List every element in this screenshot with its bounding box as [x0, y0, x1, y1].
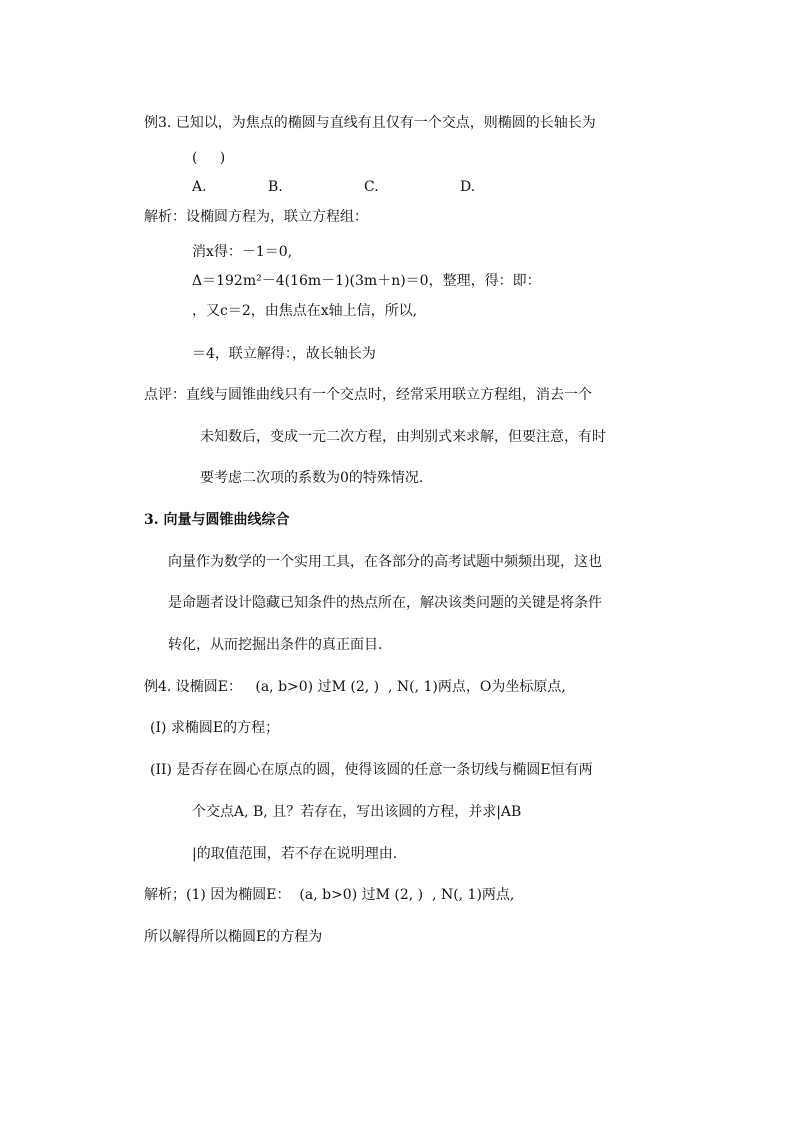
example3-option-d: D. — [460, 179, 476, 195]
example4-analysis-line2: 所以解得所以椭圆E的方程为 — [144, 929, 323, 945]
example4-part2-line2: 个交点A, B, 且？若存在，写出该圆的方程，并求|AB — [192, 804, 522, 820]
example3-blank: ( ) — [192, 150, 226, 166]
example3-analysis-line3: ，又c＝2，由焦点在x轴上信，所以, — [192, 303, 418, 319]
example3-option-b: B. — [268, 179, 283, 195]
example3-analysis-line2: Δ＝192m²－4(16m－1)(3m＋n)＝0，整理，得：即： — [192, 273, 541, 289]
section-heading: 3. 向量与圆锥曲线综合 — [144, 512, 290, 528]
example3-comment-line3: 要考虑二次项的系数为0的特殊情况. — [200, 470, 424, 486]
example3-option-a: A. — [192, 179, 207, 195]
example4-part2-line3: |的取值范围，若不存在说明理由. — [192, 846, 398, 862]
section-paragraph-line3: 转化，从而挖掘出条件的真正面目. — [168, 637, 383, 653]
section-paragraph-line1: 向量作为数学的一个实用工具，在各部分的高考试题中频频出现，这也 — [168, 554, 602, 570]
example4-question: 例4. 设椭圆E： (a, b>0) 过M (2, ) , N(, 1)两点，O为坐标原点, — [144, 679, 566, 695]
example3-analysis-line4: ＝4，联立解得：，故长轴长为 — [192, 346, 376, 362]
example3-analysis-lead: 解析：设椭圆方程为，联立方程组： — [144, 209, 368, 225]
example3-question: 例3. 已知以，为焦点的椭圆与直线有且仅有一个交点，则椭圆的长轴长为 — [144, 115, 596, 131]
example4-part2-line1: (II) 是否存在圆心在原点的圆，使得该圆的任意一条切线与椭圆E恒有两 — [150, 762, 593, 778]
section-paragraph-line2: 是命题者设计隐藏已知条件的热点所在，解决该类问题的关键是将条件 — [168, 595, 602, 611]
example3-comment-line1: 点评：直线与圆锥曲线只有一个交点时，经常采用联立方程组，消去一个 — [144, 387, 592, 403]
example3-option-c: C. — [364, 179, 379, 195]
example3-analysis-line1: 消x得：－1＝0, — [192, 244, 293, 260]
example4-part1: (I) 求椭圆E的方程； — [150, 720, 280, 736]
example4-analysis-line1: 解析；(1) 因为椭圆E： (a, b>0) 过M (2, ) , N(, 1)两点, — [144, 887, 515, 903]
example3-comment-line2: 未知数后，变成一元二次方程，由判别式来求解，但要注意，有时 — [200, 429, 606, 445]
